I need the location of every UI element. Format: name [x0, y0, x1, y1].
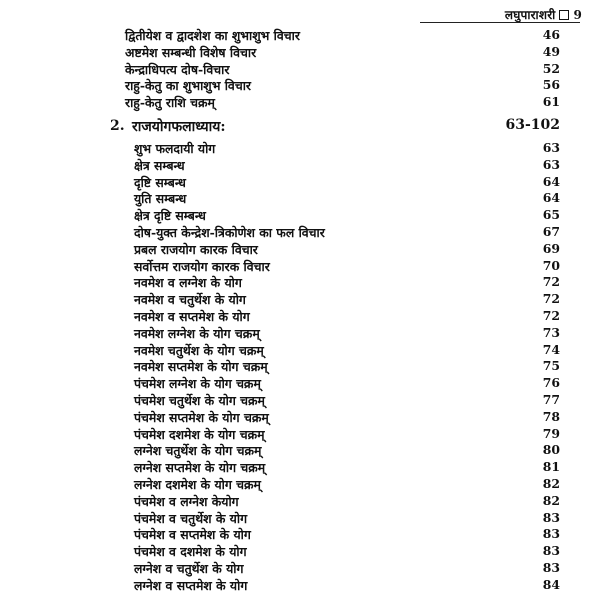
section-heading — [0, 117, 600, 138]
toc-entry — [0, 325, 600, 342]
toc-entry — [0, 560, 600, 577]
toc-entry-page: 75 — [542, 358, 560, 374]
header-page-number: 9 — [573, 7, 582, 22]
toc-entry — [0, 61, 600, 78]
toc-entry — [0, 207, 600, 224]
toc-entry-title: दोष-युक्त केन्द्रेश-त्रिकोणेश का फल विचार — [134, 224, 325, 240]
toc-entry-title: शुभ फलदायी योग — [134, 140, 216, 156]
toc-entry — [0, 190, 600, 207]
toc-entry — [0, 510, 600, 527]
toc-entry-page: 83 — [542, 509, 560, 525]
toc-entry-title: पंचमेश चतुर्थेश के योग चक्रम् — [134, 392, 265, 408]
toc-entry — [0, 526, 600, 543]
toc-entry-page: 82 — [542, 475, 560, 491]
toc-entry-title: नवमेश लग्नेश के योग चक्रम् — [134, 325, 260, 341]
toc-entry-title: केन्द्राधिपत्य दोष-विचार — [125, 61, 230, 77]
toc-entry-page: 83 — [542, 543, 560, 559]
toc-entry — [0, 342, 600, 359]
toc-entry — [0, 94, 600, 111]
toc-entry-title: नवमेश सप्तमेश के योग चक्रम् — [134, 359, 268, 375]
toc-entry-title: नवमेश व चतुर्थेश के योग — [134, 292, 246, 308]
toc-entry-title: पंचमेश व सप्तमेश के योग — [134, 527, 251, 543]
toc-entry-page: 76 — [542, 375, 560, 391]
toc-entry — [0, 426, 600, 443]
toc-entry-page: 64 — [542, 190, 560, 206]
toc-entry-title: क्षेत्र सम्बन्ध — [134, 157, 185, 173]
toc-entry-page: 61 — [542, 94, 560, 110]
toc-entry-page: 69 — [542, 240, 560, 256]
toc-entry-page: 63 — [542, 156, 560, 172]
toc-entry — [0, 27, 600, 44]
toc-entry — [0, 258, 600, 275]
toc-entry-page: 78 — [542, 408, 560, 424]
toc-entry-page: 83 — [542, 559, 560, 575]
toc-entry-page: 49 — [542, 43, 560, 59]
table-of-contents — [0, 27, 600, 594]
toc-entry — [0, 241, 600, 258]
toc-entry-title: दृष्टि सम्बन्ध — [134, 174, 186, 190]
toc-entry-page: 72 — [542, 291, 560, 307]
toc-entry-title: लग्नेश व सप्तमेश के योग — [134, 577, 248, 593]
toc-entry-page: 74 — [542, 341, 560, 357]
toc-entry-page: 83 — [542, 526, 560, 542]
toc-entry — [0, 577, 600, 594]
toc-entry-title: पंचमेश दशमेश के योग चक्रम् — [134, 426, 265, 442]
toc-entry-title: राहु-केतु का शुभाशुभ विचार — [125, 78, 251, 94]
toc-entry-title: लग्नेश सप्तमेश के योग चक्रम् — [134, 460, 266, 476]
toc-entry — [0, 224, 600, 241]
toc-entry-title: द्वितीयेश व द्वादशेश का शुभाशुभ विचार — [125, 28, 300, 43]
toc-entry-page: 64 — [542, 173, 560, 189]
toc-entry — [0, 459, 600, 476]
toc-entry-page: 72 — [542, 307, 560, 323]
toc-entry-title: सर्वोत्तम राजयोग कारक विचार — [134, 258, 270, 274]
toc-entry — [0, 476, 600, 493]
toc-entry — [0, 140, 600, 157]
toc-group-section — [0, 140, 600, 594]
toc-entry-title: लग्नेश दशमेश के योग चक्रम् — [134, 476, 261, 492]
toc-entry — [0, 493, 600, 510]
toc-entry-title: अष्टमेश सम्बन्धी विशेष विचार — [125, 44, 257, 60]
toc-entry-title: पंचमेश व दशमेश के योग — [134, 544, 247, 560]
section-number: 2. — [110, 117, 125, 134]
toc-entry — [0, 174, 600, 191]
toc-entry — [0, 409, 600, 426]
toc-entry — [0, 308, 600, 325]
toc-entry-page: 72 — [542, 274, 560, 290]
toc-entry-title: नवमेश चतुर्थेश के योग चक्रम् — [134, 342, 264, 358]
toc-entry — [0, 77, 600, 94]
toc-entry-page: 63 — [542, 139, 560, 155]
toc-entry-page: 80 — [542, 442, 560, 458]
section-page-range: 63-102 — [505, 116, 560, 133]
toc-entry-title: लग्नेश चतुर्थेश के योग चक्रम् — [134, 443, 262, 459]
section-title: राजयोगफलाध्याय: — [132, 118, 226, 135]
toc-entry — [0, 543, 600, 560]
toc-entry-title: पंचमेश व लग्नेश केयोग — [134, 493, 239, 509]
toc-entry-page: 67 — [542, 223, 560, 239]
toc-entry-title: नवमेश व लग्नेश के योग — [134, 275, 242, 291]
toc-entry — [0, 44, 600, 61]
toc-entry-page: 77 — [542, 391, 560, 407]
toc-entry — [0, 442, 600, 459]
toc-entry-page: 65 — [542, 207, 560, 223]
toc-entry-page: 52 — [542, 60, 560, 76]
toc-entry — [0, 375, 600, 392]
toc-entry-title: राहु-केतु राशि चक्रम् — [125, 95, 215, 111]
toc-entry-page: 82 — [542, 492, 560, 508]
toc-entry-page: 46 — [542, 27, 560, 42]
toc-entry-title: पंचमेश लग्नेश के योग चक्रम् — [134, 376, 261, 392]
toc-entry-title: प्रबल राजयोग कारक विचार — [134, 241, 258, 257]
toc-entry-page: 84 — [542, 576, 560, 592]
toc-entry-page: 56 — [542, 77, 560, 93]
toc-group-top — [0, 27, 600, 111]
toc-entry-page: 79 — [542, 425, 560, 441]
toc-entry — [0, 358, 600, 375]
square-icon — [559, 10, 569, 20]
toc-entry — [0, 274, 600, 291]
toc-entry — [0, 392, 600, 409]
toc-entry-title: नवमेश व सप्तमेश के योग — [134, 308, 250, 324]
header-rule — [420, 22, 580, 23]
toc-entry — [0, 157, 600, 174]
running-title: लघुपाराशरी — [504, 8, 556, 22]
toc-entry-title: पंचमेश व चतुर्थेश के योग — [134, 510, 248, 526]
toc-entry-page: 70 — [542, 257, 560, 273]
toc-entry-page: 73 — [542, 324, 560, 340]
toc-entry-title: युति सम्बन्ध — [134, 191, 187, 207]
toc-entry-title: क्षेत्र दृष्टि सम्बन्ध — [134, 208, 206, 224]
running-header — [505, 6, 582, 23]
toc-entry — [0, 291, 600, 308]
toc-entry-title: पंचमेश सप्तमेश के योग चक्रम् — [134, 409, 269, 425]
toc-entry-title: लग्नेश व चतुर्थेश के योग — [134, 560, 244, 576]
toc-entry-page: 81 — [542, 459, 560, 475]
